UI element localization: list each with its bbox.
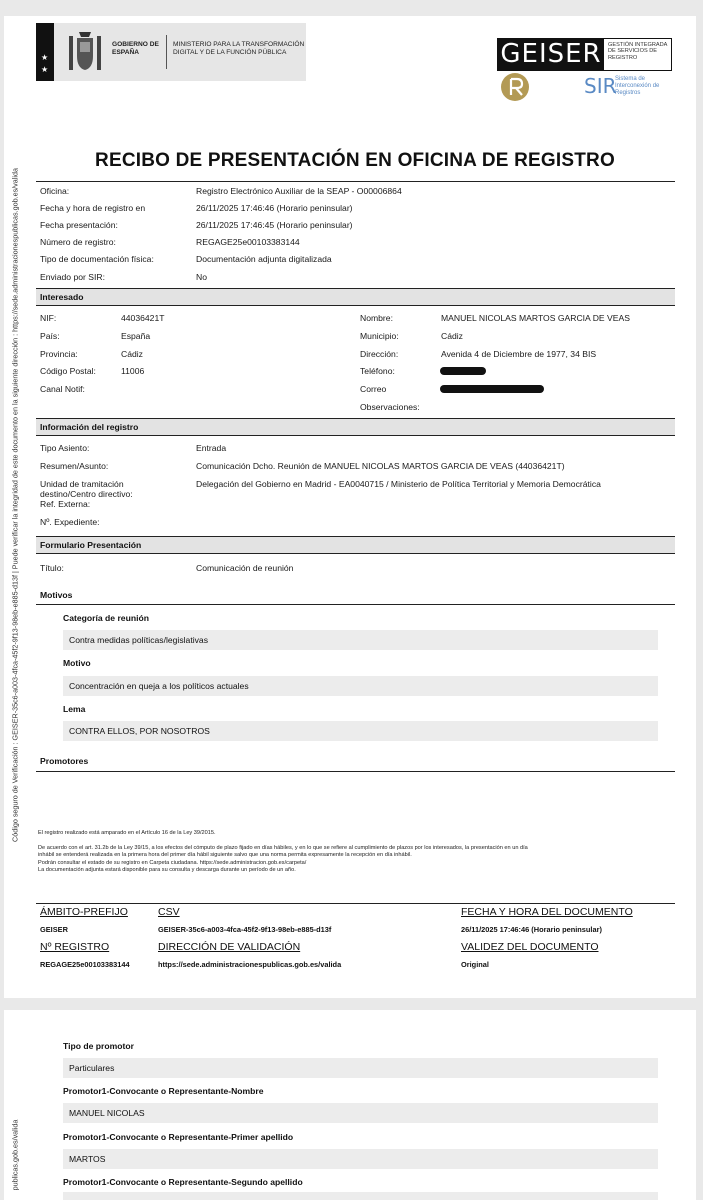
- categoria-label: Categoría de reunión: [63, 613, 149, 623]
- lema-label: Lema: [63, 704, 86, 714]
- tipo-documentacion-label: Tipo de documentación física:: [40, 254, 154, 264]
- enviado-sir-label: Enviado por SIR:: [40, 272, 105, 282]
- gobierno-text: GOBIERNO DE ESPAÑA: [112, 41, 159, 56]
- codigo-postal-value: 11006: [121, 366, 145, 376]
- nombre-value: MANUEL NICOLAS MARTOS GARCIA DE VEAS: [441, 313, 630, 323]
- enviado-sir-value: No: [196, 272, 207, 282]
- pais-label: País:: [40, 331, 60, 341]
- resumen-label: Resumen/Asunto:: [40, 461, 109, 471]
- categoria-value: Contra medidas políticas/legislativas: [63, 630, 658, 650]
- footer-rule: [36, 903, 675, 904]
- sir-subtitle: Sistema de Interconexión de Registros: [615, 76, 660, 96]
- provincia-label: Provincia:: [40, 349, 78, 359]
- motivos-rule: [36, 604, 675, 605]
- fecha-presentacion-label: Fecha presentación:: [40, 220, 118, 230]
- fecha-registro-value: 26/11/2025 17:46:46 (Horario peninsular): [196, 203, 353, 213]
- tipo-documentacion-value: Documentación adjunta digitalizada: [196, 254, 332, 264]
- verification-side-text-page-2: publicas.gob.es/valida: [10, 1119, 20, 1191]
- lema-value: CONTRA ELLOS, POR NOSOTROS: [63, 721, 658, 741]
- tipo-asiento-label: Tipo Asiento:: [40, 443, 90, 453]
- promotor-nombre-value: MANUEL NICOLAS: [63, 1103, 658, 1123]
- ambito-heading: ÁMBITO-PREFIJO: [40, 906, 128, 918]
- csv-value: GEISER-35c6-a003-4fca-45f2-9f13-98eb-e885-d13f: [158, 925, 332, 934]
- promotor-apellido2-label: Promotor1-Convocante o Representante-Segundo apellido: [63, 1177, 303, 1187]
- tipo-asiento-value: Entrada: [196, 443, 227, 453]
- promotor-nombre-label: Promotor1-Convocante o Representante-Nombre: [63, 1086, 264, 1096]
- canal-notif-label: Canal Notif:: [40, 384, 85, 394]
- nif-label: NIF:: [40, 313, 57, 323]
- geiser-wordmark: GEISER: [498, 39, 604, 70]
- redacted-telefono: [440, 367, 486, 375]
- promotor-apellido1-label: Promotor1-Convocante o Representante-Primer apellido: [63, 1132, 294, 1142]
- nregistro-value: REGAGE25e00103383144: [40, 960, 130, 969]
- ref-externa-label: Ref. Externa:: [40, 499, 91, 509]
- formulario-header: Formulario Presentación: [36, 537, 675, 553]
- legal-line-3: inhábil se entenderá realizada en la primera hora del primer día hábil siguiente salvo que una norma permita expresamente la recepción en día inhábil.: [38, 852, 412, 858]
- registro-header: Información del registro: [36, 419, 675, 435]
- legal-line-4: Podrán consultar el estado de su registro en Carpeta ciudadana. https://sede.administracion.gob.es/carpeta/: [38, 860, 307, 866]
- motivo-value: Concentración en queja a los políticos actuales: [63, 676, 658, 696]
- direccion-value: Avenida 4 de Diciembre de 1977, 34 BIS: [441, 349, 597, 359]
- registro-r-logo-icon: [500, 72, 530, 102]
- nregistro-heading: Nº REGISTRO: [40, 941, 110, 953]
- promotores-heading: Promotores: [40, 756, 89, 766]
- direccion-validacion-value: https://sede.administracionespublicas.gob.es/valida: [158, 960, 342, 969]
- gobierno-logo: [36, 23, 306, 81]
- geiser-logo: [497, 38, 672, 71]
- section-rule: [36, 435, 675, 436]
- geiser-subtitle: GESTIÓN INTEGRADA DE SERVICIOS DE REGISTRO: [608, 42, 668, 61]
- provincia-value: Cádiz: [121, 349, 143, 359]
- municipio-value: Cádiz: [441, 331, 463, 341]
- interesado-header: Interesado: [36, 289, 675, 305]
- unidad-value: Delegación del Gobierno en Madrid - EA0040715 / Ministerio de Política Territorial y Memoria Democrática: [196, 479, 601, 489]
- verification-side-text: Código seguro de Verificación : GEISER-35c6-a003-4fca-45f2-9f13-98eb-e885-d13f | Puede verificar la integridad de este documento en la siguiente dirección : https://sede.administracionespublicas.gob.es/valida: [10, 168, 20, 842]
- legal-line-2: De acuerdo con el art. 31.2b de la Ley 39/15, a los efectos del cómputo de plazo fijado en días hábiles, y en lo que se refiere al cumplimiento de plazos por los interesados, la presentación en un día: [38, 845, 528, 851]
- document-title: RECIBO DE PRESENTACIÓN EN OFICINA DE REGISTRO: [95, 150, 615, 171]
- legal-line-1: El registro realizado está amparado en el Artículo 16 de la Ley 39/2015.: [38, 830, 216, 836]
- ministerio-text: MINISTERIO PARA LA TRANSFORMACIÓN DIGITAL Y DE LA FUNCIÓN PÚBLICA: [173, 41, 305, 56]
- numero-registro-value: REGAGE25e00103383144: [196, 237, 300, 247]
- promotor-apellido1-value: MARTOS: [63, 1149, 658, 1169]
- promotores-rule: [36, 771, 675, 772]
- tipo-promotor-value: Particulares: [63, 1058, 658, 1078]
- star-icon: ★: [41, 65, 49, 74]
- expediente-label: Nº. Expediente:: [40, 517, 100, 527]
- section-rule: [36, 553, 675, 554]
- municipio-label: Municipio:: [360, 331, 399, 341]
- codigo-postal-label: Código Postal:: [40, 366, 96, 376]
- titulo-label: Título:: [40, 563, 64, 573]
- coat-of-arms-icon: [65, 28, 105, 76]
- divider: [166, 35, 167, 69]
- unidad-label-2: destino/Centro directivo:: [40, 489, 133, 499]
- star-icon: ★: [41, 53, 49, 62]
- unidad-label-1: Unidad de tramitación: [40, 479, 124, 489]
- ambito-value: GEISER: [40, 925, 68, 934]
- csv-heading: CSV: [158, 906, 180, 918]
- motivo-label: Motivo: [63, 658, 91, 668]
- flag-strip: [36, 23, 54, 81]
- pais-value: España: [121, 331, 151, 341]
- oficina-value: Registro Electrónico Auxiliar de la SEAP - O00006864: [196, 186, 402, 196]
- telefono-label: Teléfono:: [360, 366, 395, 376]
- oficina-label: Oficina:: [40, 186, 70, 196]
- fecha-registro-label: Fecha y hora de registro en: [40, 203, 146, 213]
- titulo-value: Comunicación de reunión: [196, 563, 294, 573]
- fecha-doc-value: 26/11/2025 17:46:46 (Horario peninsular): [461, 925, 602, 934]
- observaciones-label: Observaciones:: [360, 402, 420, 412]
- title-rule: [36, 181, 675, 182]
- section-rule: [36, 305, 675, 306]
- legal-line-5: La documentación adjunta estará disponible para su consulta y descarga durante un período de un año.: [38, 867, 296, 873]
- direccion-label: Dirección:: [360, 349, 399, 359]
- promotor-apellido2-value: [63, 1192, 658, 1200]
- nombre-label: Nombre:: [360, 313, 393, 323]
- validez-heading: VALIDEZ DEL DOCUMENTO: [461, 941, 599, 953]
- fecha-presentacion-value: 26/11/2025 17:46:45 (Horario peninsular): [196, 220, 353, 230]
- fecha-doc-heading: FECHA Y HORA DEL DOCUMENTO: [461, 906, 633, 918]
- motivos-heading: Motivos: [40, 590, 73, 600]
- direccion-validacion-heading: DIRECCIÓN DE VALIDACIÓN: [158, 941, 301, 953]
- sir-logo: SIR: [584, 74, 617, 98]
- validez-value: Original: [461, 960, 489, 969]
- nif-value: 44036421T: [121, 313, 165, 323]
- tipo-promotor-label: Tipo de promotor: [63, 1041, 134, 1051]
- numero-registro-label: Número de registro:: [40, 237, 116, 247]
- redacted-correo: [440, 385, 544, 393]
- correo-label: Correo: [360, 384, 387, 394]
- resumen-value: Comunicación Dcho. Reunión de MANUEL NICOLAS MARTOS GARCIA DE VEAS (44036421T): [196, 461, 565, 471]
